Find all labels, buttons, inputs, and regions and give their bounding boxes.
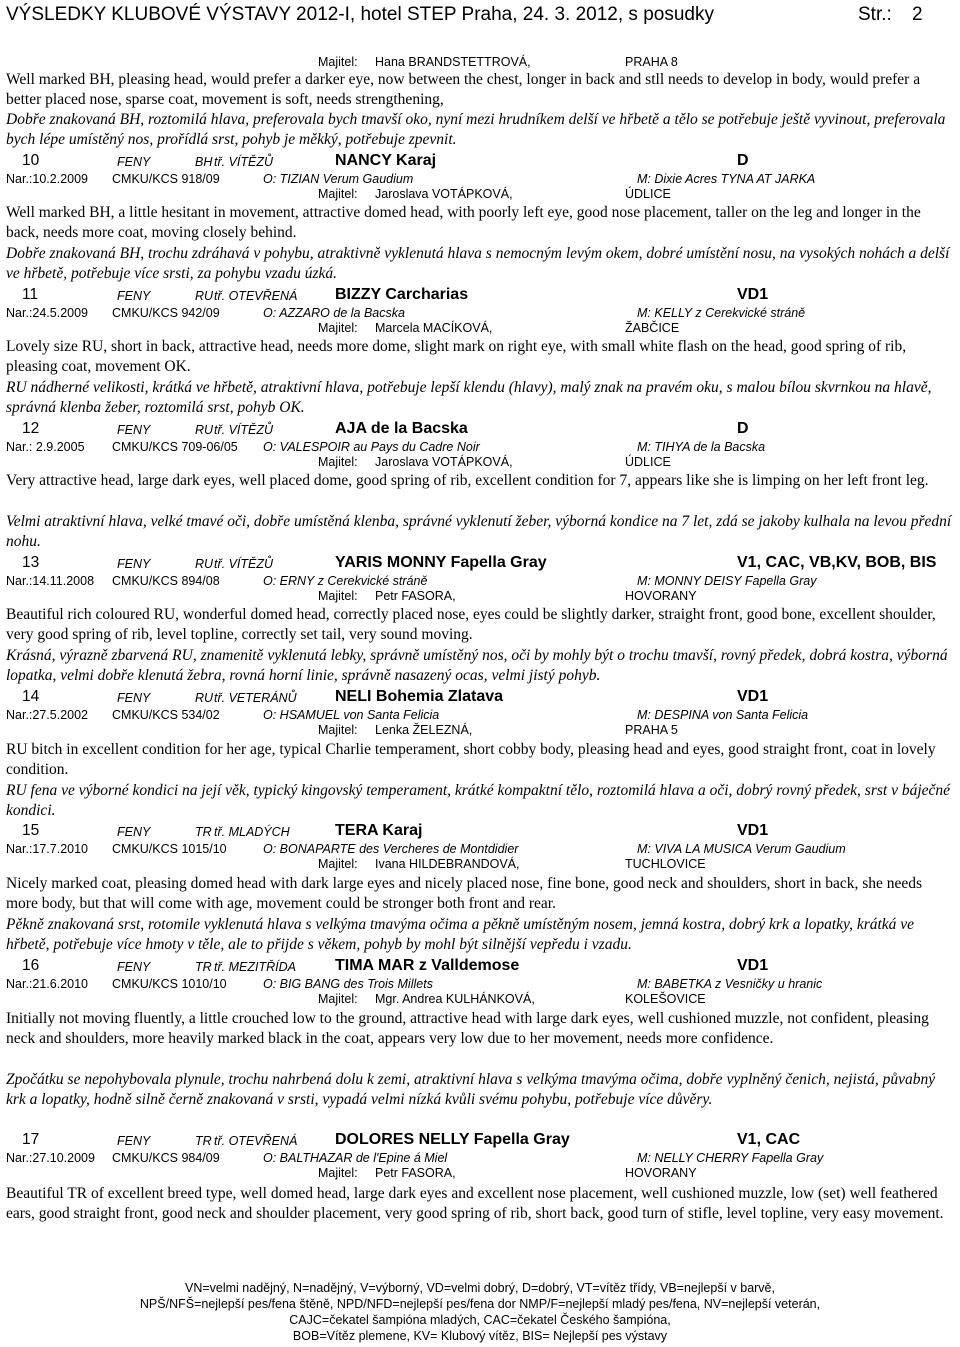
owner-line <box>0 589 960 605</box>
owner-line <box>0 321 960 337</box>
registration-number: CMKU/KCS 984/09 <box>112 1151 220 1165</box>
birth-date: Nar.:27.10.2009 <box>6 1151 95 1165</box>
judge-critique-en: Lovely size RU, short in back, attractive head, needs more dome, slight mark on right eye, with small white flash on the head, good spring of rib, pleasing coat, movement OK. <box>6 338 907 375</box>
owner-city: HOVORANY <box>625 589 697 603</box>
pedigree-line <box>0 306 960 322</box>
birth-date: Nar.:24.5.2009 <box>6 306 89 320</box>
page-header <box>6 4 923 26</box>
judge-critique-en: RU bitch in excellent condition for her age, typical Charlie temperament, short cobby body, pleasing head and eyes, good straight front, coat in lovely condition. <box>6 741 936 778</box>
dam: M: BABETKA z Vesničky u hranic <box>637 977 823 991</box>
entry-sex: FENY <box>117 155 151 169</box>
entry-title-line <box>0 688 960 710</box>
sire: O: HSAMUEL von Santa Felicia <box>263 708 440 722</box>
dam: M: DESPINA von Santa Felicia <box>637 708 809 722</box>
entry-color: RU <box>195 289 214 303</box>
owner-line <box>0 455 960 471</box>
sire: O: BIG BANG des Trois Millets <box>263 977 433 991</box>
owner-name: Lenka ŽELEZNÁ, <box>375 723 473 737</box>
entry-number: 14 <box>22 688 40 705</box>
pedigree-line <box>0 1151 960 1167</box>
owner-name: Hana BRANDSTETTROVÁ, <box>375 55 531 69</box>
owner-name: Mgr. Andrea KULHÁNKOVÁ, <box>375 992 535 1006</box>
entry-title-line <box>0 822 960 844</box>
judge-critique-en: Beautiful rich coloured RU, wonderful domed head, correctly placed nose, eyes could be slightly darker, straight front, good bone, excellent shoulder, very good spring of rib, level topline, correctly set tail, very sound moving. <box>6 606 936 643</box>
owner-city: PRAHA 5 <box>625 723 678 737</box>
entry-title-line <box>0 554 960 576</box>
dam: M: Dixie Acres TYNA AT JARKA <box>637 172 816 186</box>
birth-date: Nar.:17.7.2010 <box>6 842 89 856</box>
page-number: 2 <box>912 4 923 25</box>
abbreviation-legend-line: BOB=Vítěz plemene, KV= Klubový vítěz, BIS= Nejlepší pes výstavy <box>292 1329 668 1343</box>
entry-sex: FENY <box>117 960 151 974</box>
owner-label: Majitel: <box>318 55 358 69</box>
owner-line <box>0 723 960 739</box>
owner-city: ŽABČICE <box>625 321 680 335</box>
dog-name: NELI Bohemia Zlatava <box>335 688 504 705</box>
pedigree-line <box>0 708 960 724</box>
owner-line <box>0 992 960 1008</box>
judge-critique-en: Initially not moving fluently, a little crouched low to the ground, attractive head with large dark eyes, well cushioned muzzle, not confident, pleasing neck and shoulders, more heavily marked black in the coat, appears very low due to her movement, needs more confidence. <box>6 1010 929 1047</box>
owner-name: Marcela MACÍKOVÁ, <box>375 321 493 335</box>
registration-number: CMKU/KCS 534/02 <box>112 708 220 722</box>
birth-date: Nar.:10.2.2009 <box>6 172 89 186</box>
dog-name: YARIS MONNY Fapella Gray <box>335 554 547 571</box>
judge-critique-en: Well marked BH, pleasing head, would prefer a darker eye, now between the chest, longer in back and stll needs to develop in body, would prefer a better placed nose, sparse coat, movement is soft, needs strengthening, <box>6 71 921 108</box>
owner-label: Majitel: <box>318 589 358 603</box>
judge-critique-cz: Krásná, výrazně zbarvená RU, znamenitě vyklenutá lebky, správně umístěný nos, oči by mohly být o trochu tmavší, rovný předek, dobrá kostra, výborná lopatka, velmi dobře klenutá žebra, rovná horní linie, správně nasazený ocas, velmi jistý pohyb. <box>6 647 948 684</box>
pedigree-line <box>0 440 960 456</box>
entry-color: RU <box>195 423 214 437</box>
owner-line <box>0 857 960 873</box>
judge-critique-en: Nicely marked coat, pleasing domed head with dark large eyes and nicely placed nose, fine bone, good neck and shoulders, short in back, she needs more body, but that will come with age, movement could be stronger both front and rear. <box>6 875 923 912</box>
entry-class: tř. VÍTĚZŮ <box>214 155 274 169</box>
pedigree-line <box>0 574 960 590</box>
registration-number: CMKU/KCS 894/08 <box>112 574 220 588</box>
entry-result: V1, CAC <box>737 1131 801 1148</box>
dog-name: BIZZY Carcharias <box>335 286 469 303</box>
entry-result: D <box>737 152 749 169</box>
owner-name: Petr FASORA, <box>375 1166 456 1180</box>
pedigree-line <box>0 172 960 188</box>
pedigree-line <box>0 977 960 993</box>
sire: O: BONAPARTE des Vercheres de Montdidier <box>263 842 519 856</box>
judge-critique-cz: RU fena ve výborné kondici na její věk, typický kingovský temperament, krátké kompaktní tělo, roztomilá hlava a oči, dobrý rovný předek, srst v báječné kondici. <box>6 782 951 819</box>
judge-critique-en: Very attractive head, large dark eyes, well placed dome, good spring of rib, excellent condition for 7, appears like she is limping on her left front leg. <box>6 472 929 489</box>
entry-sex: FENY <box>117 423 151 437</box>
dog-name: TERA Karaj <box>335 822 423 839</box>
entry-color: BH <box>195 155 213 169</box>
entry-color: TR <box>195 1134 212 1148</box>
owner-city: HOVORANY <box>625 1166 697 1180</box>
entry-number: 11 <box>22 286 39 303</box>
judge-critique-cz: Pěkně znakovaná srst, rotomile vyklenutá hlava s velkýma tmavýma očima a pěkně umístěným nosem, jemná kostra, dobrý krk a lopatky, krátká ve hřbetě, potřebuje více hmoty v těle, ale to přijde s věkem, pohyb by mohl být silnější vepředu i vzadu. <box>6 916 915 953</box>
dam: M: VIVA LA MUSICA Verum Gaudium <box>637 842 846 856</box>
pedigree-line <box>0 842 960 858</box>
entry-title-line <box>0 420 960 442</box>
entry-result: VD1 <box>737 286 769 303</box>
owner-city: TUCHLOVICE <box>625 857 706 871</box>
registration-number: CMKU/KCS 942/09 <box>112 306 220 320</box>
entry-class: tř. MLADÝCH <box>214 825 290 839</box>
judge-critique-cz: RU nádherné velikosti, krátká ve hřbetě, atraktivní hlava, potřebuje lepší klendu (hlavy), malý znak na pravém oku, s malou bílou skvrnkou na hlavě, správná klenba žeber, roztomilá srst, pohyb OK. <box>6 379 932 416</box>
dog-name: AJA de la Bacska <box>335 420 468 437</box>
dam: M: KELLY z Cerekvické stráně <box>637 306 806 320</box>
entry-class: tř. VÍTĚZŮ <box>214 423 274 437</box>
owner-label: Majitel: <box>318 455 358 469</box>
owner-label: Majitel: <box>318 1166 358 1180</box>
sire: O: BALTHAZAR de l'Epine á Miel <box>263 1151 448 1165</box>
abbreviation-legend-line: NPŠ/NFŠ=nejlepší pes/fena štěně, NPD/NFD=nejlepší pes/fena dor NMP/F=nejlepší mladý pes/fena, NV=nejlepší veterán, <box>139 1297 821 1311</box>
entry-sex: FENY <box>117 691 151 705</box>
entry-number: 17 <box>22 1131 40 1148</box>
dam: M: MONNY DEISY Fapella Gray <box>637 574 817 588</box>
abbreviation-legend-line: VN=velmi nadějný, N=nadějný, V=výborný, VD=velmi dobrý, D=dobrý, VT=vítěz třídy, VB=nejlepší v barvě, <box>185 1281 775 1295</box>
entry-sex: FENY <box>117 1134 151 1148</box>
judge-critique-cz: Velmi atraktivní hlava, velké tmavé oči, dobře umístěná klenba, správné vyklenutí žeber, výborná kondice na 7 let, zdá se jakoby kulhala na levou přední nohu. <box>6 513 952 550</box>
entry-title-line <box>0 286 960 308</box>
entry-result: VD1 <box>737 822 769 839</box>
dam: M: TIHYA de la Bacska <box>637 440 766 454</box>
entry-class: tř. VÍTĚZŮ <box>214 557 274 571</box>
entry-sex: FENY <box>117 289 151 303</box>
owner-label: Majitel: <box>318 723 358 737</box>
entry-class: tř. VETERÁNŮ <box>214 691 297 705</box>
entry-title-line <box>0 957 960 979</box>
entry-number: 12 <box>22 420 40 437</box>
entry-color: RU <box>195 691 214 705</box>
entry-result: VD1 <box>737 688 769 705</box>
judge-critique-cz: Dobře znakovaná BH, trochu zdráhavá v pohybu, atraktivně vyklenutá hlava s nemocným levým okem, dobré umístění nosu, na vysokých nohách a delší ve hřbetě, potřebuje více srsti, za pohybu vzadu úzká. <box>6 245 950 282</box>
birth-date: Nar.: 2.9.2005 <box>6 440 85 454</box>
birth-date: Nar.:27.5.2002 <box>6 708 89 722</box>
registration-number: CMKU/KCS 709-06/05 <box>112 440 238 454</box>
owner-name: Ivana HILDEBRANDOVÁ, <box>375 857 520 871</box>
owner-line <box>0 187 960 203</box>
sire: O: AZZARO de la Bacska <box>263 306 405 320</box>
owner-city: KOLEŠOVICE <box>625 992 706 1006</box>
page-title: VÝSLEDKY KLUBOVÉ VÝSTAVY 2012-I, hotel STEP Praha, 24. 3. 2012, s posudky <box>6 4 714 25</box>
owner-name: Jaroslava VOTÁPKOVÁ, <box>375 187 513 201</box>
entry-number: 10 <box>22 152 40 169</box>
entry-number: 13 <box>22 554 40 571</box>
dog-name: TIMA MAR z Valldemose <box>335 957 520 974</box>
sire: O: ERNY z Cerekvické stráně <box>263 574 428 588</box>
registration-number: CMKU/KCS 918/09 <box>112 172 220 186</box>
entry-title-line <box>0 1131 960 1153</box>
owner-line <box>0 1166 960 1182</box>
entry-class: tř. OTEVŘENÁ <box>214 1134 298 1148</box>
dog-name: DOLORES NELLY Fapella Gray <box>335 1131 570 1148</box>
abbreviation-legend-line: CAJC=čekatel šampióna mladých, CAC=čekatel Českého šampióna, <box>289 1313 671 1327</box>
dam: M: NELLY CHERRY Fapella Gray <box>637 1151 824 1165</box>
owner-label: Majitel: <box>318 857 358 871</box>
judge-critique-cz: Dobře znakovaná BH, roztomilá hlava, preferovala bych tmavší oko, nyní mezi hrudníkem delší ve hřbetě a tělo se potřebuje ještě vyvinout, preferovala bych lépe umístěný nos, prořídlá srst, pohyb je měkký, potřebuje zpevnit. <box>6 111 946 148</box>
owner-label: Majitel: <box>318 321 358 335</box>
owner-label: Majitel: <box>318 187 358 201</box>
birth-date: Nar.:14.11.2008 <box>6 574 95 588</box>
entry-sex: FENY <box>117 557 151 571</box>
owner-name: Petr FASORA, <box>375 589 456 603</box>
entry-color: RU <box>195 557 214 571</box>
judge-critique-cz: Zpočátku se nepohybovala plynule, trochu nahrbená dolu k zemi, atraktivní hlava s velkýma tmavýma očima, dobře vyplněný čenich, nejistá, půvabný krk a lopatky, hodně silně černě znakovaná v srsti, vypadá velmi nízká kvůli svému pohybu, potřebuje více důvěry. <box>6 1071 936 1108</box>
owner-label: Majitel: <box>318 992 358 1006</box>
entry-result: D <box>737 420 749 437</box>
entry-sex: FENY <box>117 825 151 839</box>
owner-city: PRAHA 8 <box>625 55 678 69</box>
sire: O: VALESPOIR au Pays du Cadre Noir <box>263 440 480 454</box>
birth-date: Nar.:21.6.2010 <box>6 977 89 991</box>
owner-city: ÚDLICE <box>625 455 671 469</box>
entry-class: tř. OTEVŘENÁ <box>214 289 298 303</box>
judge-critique-en: Well marked BH, a little hesitant in movement, attractive domed head, with poorly left eye, good nose placement, taller on the leg and longer in the back, needs more coat, moving closely behind. <box>6 204 921 241</box>
dog-name: NANCY Karaj <box>335 152 437 169</box>
entry-class: tř. MEZITŘÍDA <box>214 960 296 974</box>
entry-number: 15 <box>22 822 40 839</box>
entry-color: TR <box>195 960 212 974</box>
sire: O: TIZIAN Verum Gaudium <box>263 172 414 186</box>
registration-number: CMKU/KCS 1015/10 <box>112 842 227 856</box>
entry-result: V1, CAC, VB,KV, BOB, BIS <box>737 554 937 571</box>
entry-number: 16 <box>22 957 40 974</box>
page-number-label: Str.: <box>858 4 892 25</box>
entry-title-line <box>0 152 960 174</box>
owner-line <box>0 55 960 71</box>
judge-critique-en: Beautiful TR of excellent breed type, well domed head, large dark eyes and excellent nose placement, well cushioned muzzle, low (set) well feathered ears, good straight front, good neck and shoulder placement, very good spring of rib, short back, good turn of stifle, level topline, very easy movement. <box>6 1185 944 1222</box>
registration-number: CMKU/KCS 1010/10 <box>112 977 227 991</box>
entry-color: TR <box>195 825 212 839</box>
owner-city: ÚDLICE <box>625 187 671 201</box>
owner-name: Jaroslava VOTÁPKOVÁ, <box>375 455 513 469</box>
entry-result: VD1 <box>737 957 769 974</box>
